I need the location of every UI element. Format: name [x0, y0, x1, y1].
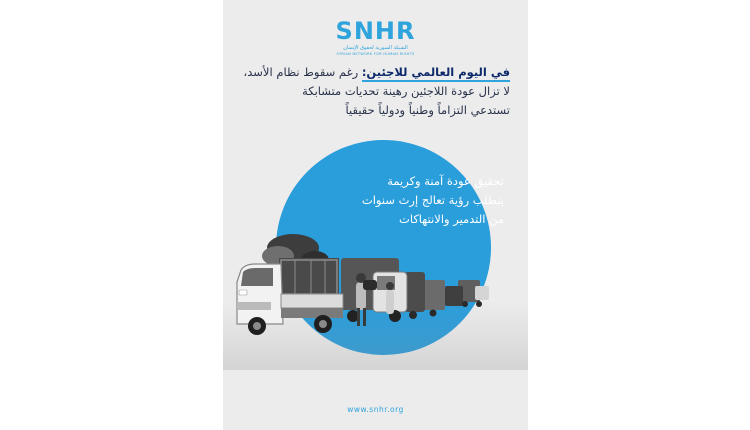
- circle-text-line-3: من التدمير والانتهاكات: [399, 212, 504, 226]
- circle-text-line-2: يتطلب رؤية تعالج إرث سنوات: [361, 193, 504, 207]
- footer-url[interactable]: www.snhr.org: [347, 405, 404, 414]
- headline-line-3: تستدعي التزاماً وطنياً ودولياً حقيقياً: [345, 103, 510, 117]
- refugee-trucks-photo: [223, 220, 528, 370]
- poster: [223, 0, 528, 430]
- headline-line-2: لا تزال عودة اللاجئين رهينة تحديات متشابكة: [302, 84, 510, 98]
- logo-arabic-name: الشبكة السورية لحقوق الإنسان: [343, 45, 408, 51]
- circle-text-line-1: تحقيق عودة آمنة وكريمة: [387, 174, 504, 188]
- snhr-logo: [223, 18, 528, 57]
- headline-rest: رغم سقوط نظام الأسد،: [243, 65, 362, 79]
- headline: [241, 63, 510, 120]
- logo-mark: SNHR: [335, 17, 416, 45]
- logo-english-name: SYRIAN NETWORK FOR HUMAN RIGHTS: [336, 52, 415, 56]
- headline-strong: في اليوم العالمي للاجئين:: [362, 65, 510, 82]
